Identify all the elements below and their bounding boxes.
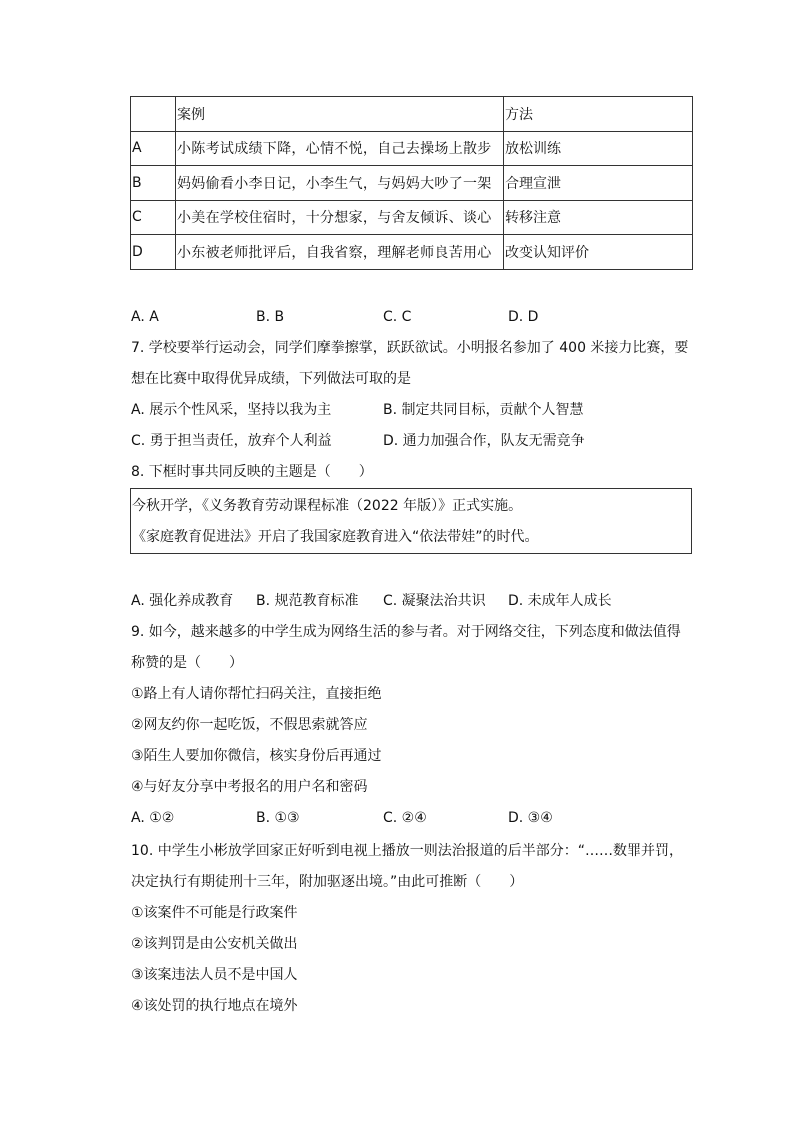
- q7-stem-line1: 7. 学校要举行运动会，同学们摩拳擦掌，跃跃欲试。小明报名参加了 400 米接力比赛，要: [131, 340, 689, 356]
- q10-item: ①该案件不可能是行政案件: [131, 905, 298, 921]
- q9-item: ④与好友分享中考报名的用户名和密码: [131, 779, 368, 795]
- row-case: 小陈考试成绩下降，心情不悦，自己去操场上散步: [176, 131, 504, 166]
- q9-option-b[interactable]: B. ①③: [256, 810, 300, 826]
- q9-stem-line2: 称赞的是（ ）: [131, 655, 243, 671]
- q7-option-a[interactable]: A. 展示个性风采，坚持以我为主: [131, 402, 332, 418]
- q8-stem: 8. 下框时事共同反映的主题是（ ）: [131, 464, 373, 480]
- q10-item: ②该判罚是由公安机关做出: [131, 936, 298, 952]
- row-label: C: [131, 200, 176, 235]
- row-method: 放松训练: [504, 131, 693, 166]
- table-row: [131, 235, 693, 270]
- q10-item: ④该处罚的执行地点在境外: [131, 998, 298, 1014]
- row-label: A: [131, 131, 176, 166]
- table-header-row: [131, 97, 693, 132]
- row-method: 改变认知评价: [504, 235, 693, 270]
- q7-option-c[interactable]: C. 勇于担当责任，放弃个人利益: [131, 433, 332, 449]
- q7-option-d[interactable]: D. 通力加强合作，队友无需竞争: [383, 433, 585, 449]
- q8-option-b[interactable]: B. 规范教育标准: [256, 593, 359, 609]
- q8-news-line1: 今秋开学，《义务教育劳动课程标准（2022 年版）》正式实施。: [132, 498, 523, 514]
- table-header-cell: 方法: [504, 97, 693, 132]
- row-label: D: [131, 235, 176, 270]
- q9-option-c[interactable]: C. ②④: [383, 810, 427, 826]
- q7-stem-line2: 想在比赛中取得优异成绩，下列做法可取的是: [131, 371, 411, 387]
- q7-option-b[interactable]: B. 制定共同目标，贡献个人智慧: [383, 402, 584, 418]
- q10-stem-line2: 决定执行有期徒刑十三年，附加驱逐出境。”由此可推断（ ）: [131, 874, 524, 890]
- q9-stem-line1: 9. 如今，越来越多的中学生成为网络生活的参与者。对于网络交往，下列态度和做法值得: [131, 624, 681, 640]
- q9-option-a[interactable]: A. ①②: [131, 810, 175, 826]
- row-case: 小美在学校住宿时，十分想家，与舍友倾诉、谈心: [176, 200, 504, 235]
- cases-table: [130, 96, 693, 270]
- row-label: B: [131, 166, 176, 201]
- row-case: 小东被老师批评后，自我省察，理解老师良苦用心: [176, 235, 504, 270]
- table-header-cell: [131, 97, 176, 132]
- row-method: 合理宣泄: [504, 166, 693, 201]
- row-method: 转移注意: [504, 200, 693, 235]
- q6-option-d[interactable]: D. D: [508, 309, 539, 325]
- q9-item: ①路上有人请你帮忙扫码关注，直接拒绝: [131, 686, 382, 702]
- table-row: [131, 131, 693, 166]
- q9-item: ②网友约你一起吃饭，不假思索就答应: [131, 717, 368, 733]
- table-row: [131, 166, 693, 201]
- q6-option-b[interactable]: B. B: [256, 309, 285, 325]
- q10-stem-line1: 10. 中学生小彬放学回家正好听到电视上播放一则法治报道的后半部分：“……数罪并罚，: [131, 843, 683, 859]
- table-header-cell: 案例: [176, 97, 504, 132]
- q8-news-line2: 《家庭教育促进法》开启了我国家庭教育进入“依法带娃”的时代。: [132, 529, 539, 545]
- q8-news-box: [130, 488, 692, 554]
- q10-item: ③该案违法人员不是中国人: [131, 967, 298, 983]
- q8-option-c[interactable]: C. 凝聚法治共识: [383, 593, 486, 609]
- q6-option-a[interactable]: A. A: [131, 309, 159, 325]
- q6-option-c[interactable]: C. C: [383, 309, 412, 325]
- q8-option-d[interactable]: D. 未成年人成长: [508, 593, 612, 609]
- q9-option-d[interactable]: D. ③④: [508, 810, 553, 826]
- row-case: 妈妈偷看小李日记，小李生气，与妈妈大吵了一架: [176, 166, 504, 201]
- q8-option-a[interactable]: A. 强化养成教育: [131, 593, 234, 609]
- table-row: [131, 200, 693, 235]
- q9-item: ③陌生人要加你微信，核实身份后再通过: [131, 748, 382, 764]
